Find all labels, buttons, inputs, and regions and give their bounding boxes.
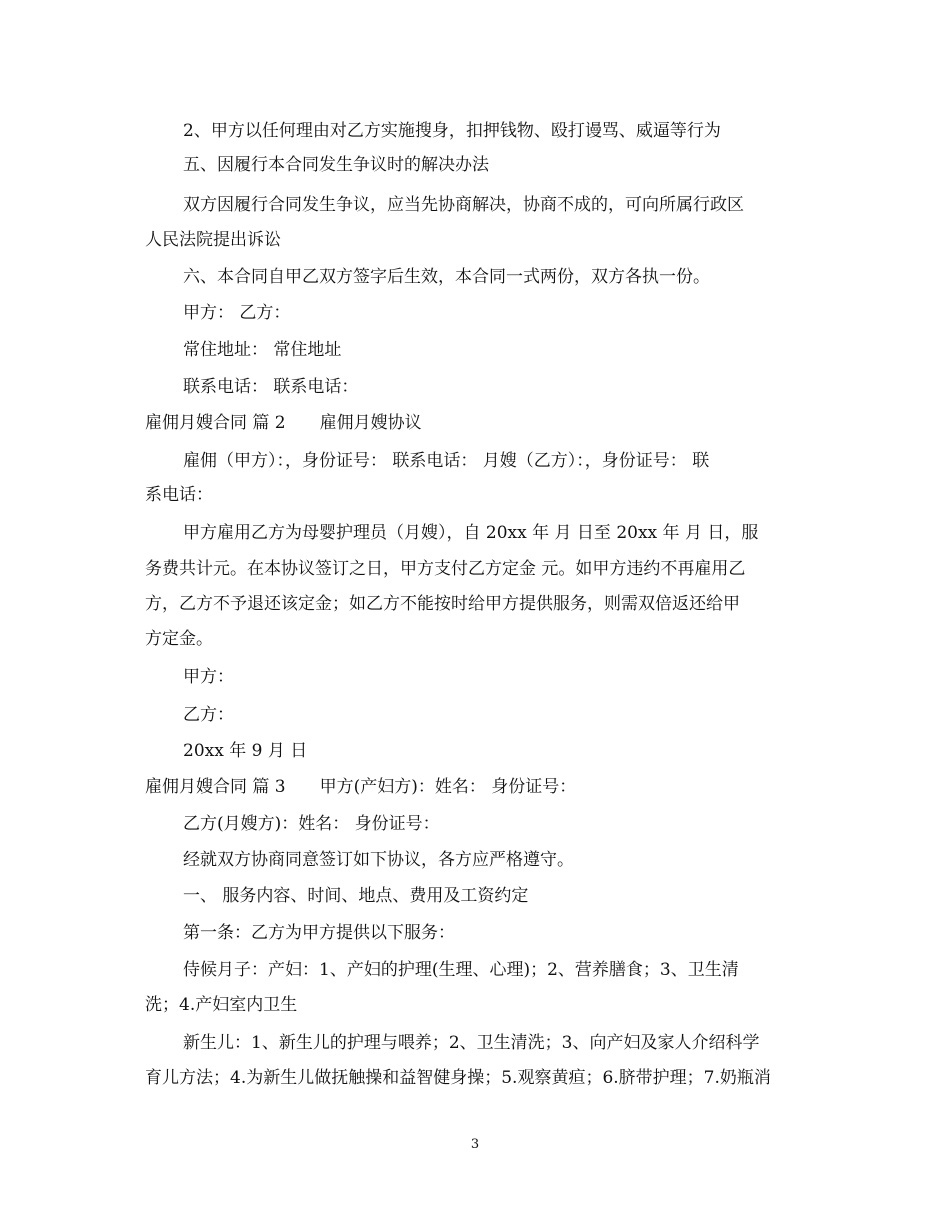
text-line: 双方因履行合同发生争议，应当先协商解决，协商不成的，可向所属行政区	[183, 195, 744, 215]
section-heading-line	[145, 412, 422, 434]
text-line: 联系电话： 联系电话：	[183, 377, 359, 397]
text-line: 新生儿：1、新生儿的护理与喂养；2、卫生清洗；3、向产妇及家人介绍科学	[183, 1033, 760, 1053]
text-line: 侍候月子：产妇：1、产妇的护理(生理、心理)；2、营养膳食；3、卫生清	[183, 960, 739, 980]
text-line: 甲方：	[183, 667, 234, 687]
text-line: 乙方(月嫂方)：姓名： 身份证号：	[183, 814, 440, 834]
text-line: 方，乙方不予退还该定金；如乙方不能按时给甲方提供服务，则需双倍返还给甲	[145, 594, 740, 614]
text-line: 2、甲方以任何理由对乙方实施搜身，扣押钱物、殴打谩骂、威逼等行为	[183, 121, 721, 141]
text-line: 五、因履行本合同发生争议时的解决办法	[183, 155, 489, 175]
text-line: 一、 服务内容、时间、地点、费用及工资约定	[183, 886, 529, 906]
section-2-title: 雇佣月嫂协议	[319, 413, 422, 433]
page-number: 3	[470, 1137, 480, 1152]
text-line: 人民法院提出诉讼	[145, 230, 281, 250]
text-line: 育儿方法；4.为新生儿做抚触操和益智健身操；5.观察黄疸；6.脐带护理；7.奶瓶消	[145, 1068, 771, 1088]
section-2-heading: 雇佣月嫂合同 篇 2	[145, 413, 286, 433]
text-line: 乙方：	[183, 705, 234, 725]
text-line: 洗；4.产妇室内卫生	[145, 995, 298, 1015]
text-line: 甲方： 乙方：	[183, 303, 291, 323]
section-3-heading: 雇佣月嫂合同 篇 3	[145, 777, 286, 797]
text-line: 六、本合同自甲乙双方签字后生效，本合同一式两份，双方各执一份。	[183, 267, 710, 287]
text-line: 方定金。	[145, 629, 213, 649]
text-line: 务费共计元。在本协议签订之日，甲方支付乙方定金 元。如甲方违约不再雇用乙	[145, 559, 746, 579]
text-line: 经就双方协商同意签订如下协议，各方应严格遵守。	[183, 850, 574, 870]
section-heading-line	[145, 776, 576, 798]
text-line: 20xx 年 9 月 日	[183, 741, 308, 761]
text-line: 第一条：乙方为甲方提供以下服务：	[183, 923, 455, 943]
text-line: 雇佣（甲方）：，身份证号： 联系电话： 月嫂（乙方）：，身份证号： 联	[183, 451, 710, 471]
text-line: 系电话：	[145, 485, 213, 505]
section-3-first-line: 甲方(产妇方)：姓名： 身份证号：	[319, 777, 577, 797]
text-line: 常住地址： 常住地址	[183, 340, 342, 360]
text-line: 甲方雇用乙方为母婴护理员（月嫂），自 20xx 年 月 日至 20xx 年 月 日，服	[183, 523, 759, 543]
